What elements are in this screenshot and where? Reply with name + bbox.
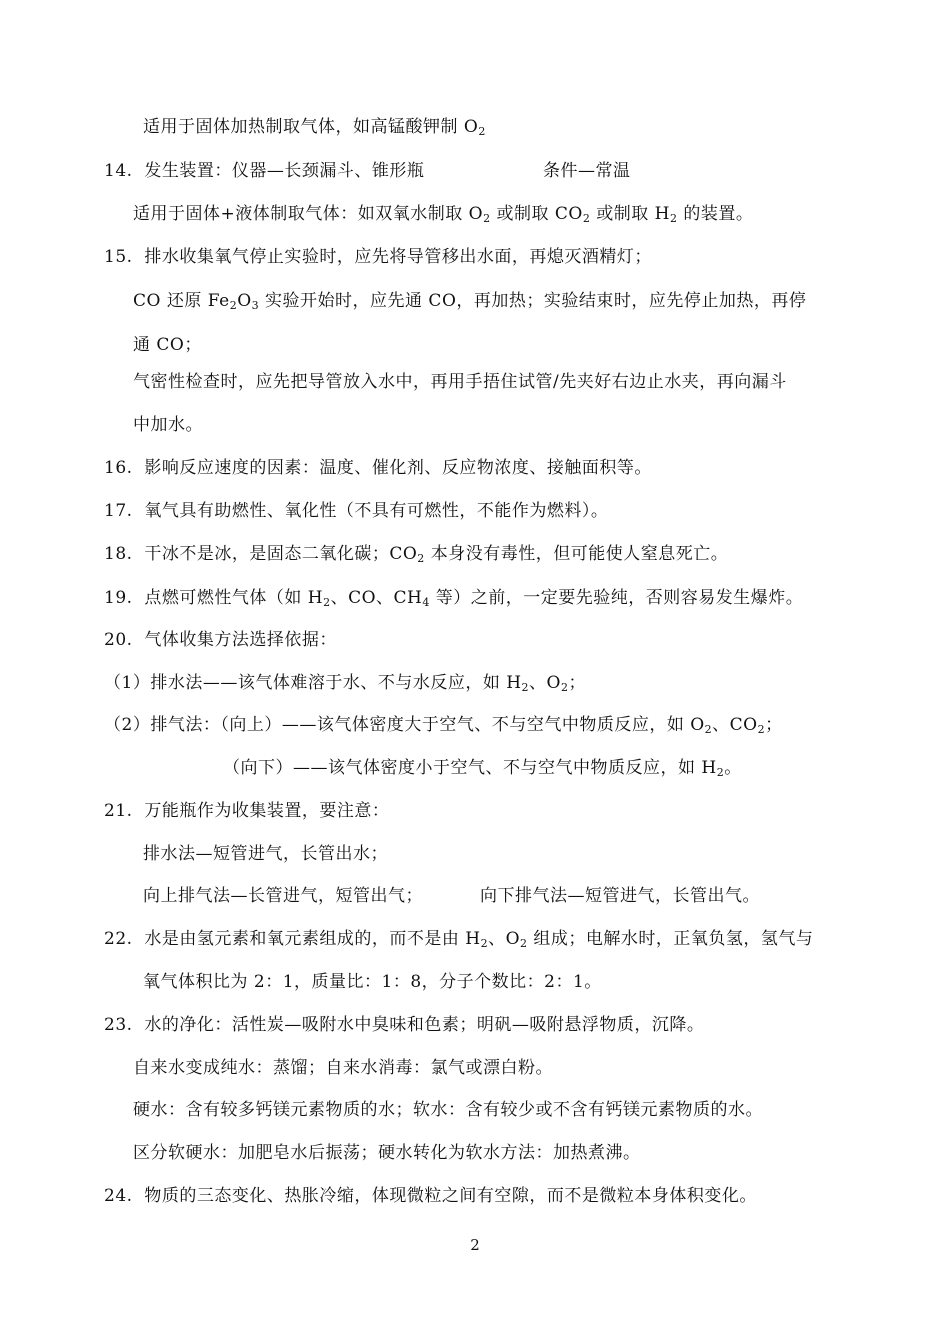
text-line: 14. 发生装置：仪器—长颈漏斗、锥形瓶 <box>104 161 425 181</box>
text-line: 中加水。 <box>133 415 203 435</box>
text-line: 向下排气法—短管进气，长管出气。 <box>480 886 760 906</box>
text-line: 向上排气法—长管进气，短管出气； <box>143 886 423 906</box>
text-line: 19. 点燃可燃性气体（如 $H_2$、CO、$CH_4$ 等）之前，一定要先验纯，否则容易发生爆炸。 <box>104 588 804 609</box>
text-line: 自来水变成纯水：蒸馏；自来水消毒：氯气或漂白粉。 <box>133 1058 553 1078</box>
text-line: 23. 水的净化：活性炭—吸附水中臭味和色素；明矾—吸附悬浮物质，沉降。 <box>104 1015 705 1035</box>
text-line: （向下）——该气体密度小于空气、不与空气中物质反应，如 $H_2$。 <box>223 758 742 779</box>
text-line: 适用于固体加热制取气体，如高锰酸钾制 $O_2$ <box>143 117 486 138</box>
text-line: 18. 干冰不是冰，是固态二氧化碳；$CO_2$ 本身没有毒性，但可能使人窒息死亡。 <box>104 544 729 565</box>
text-line: （2）排气法：（向上）——该气体密度大于空气、不与空气中物质反应，如 $O_2$、$CO_2$； <box>104 715 783 736</box>
text-line: 通 CO； <box>133 335 202 355</box>
text-line: 21. 万能瓶作为收集装置，要注意： <box>104 801 390 821</box>
text-line: 气密性检查时，应先把导管放入水中，再用手捂住试管/先夹好右边止水夹，再向漏斗 <box>133 372 787 392</box>
text-line: 区分软硬水：加肥皂水后振荡；硬水转化为软水方法：加热煮沸。 <box>133 1143 641 1163</box>
page-number: 2 <box>470 1236 480 1254</box>
text-line: CO 还原 $Fe_2O_3$ 实验开始时，应先通 CO，再加热；实验结束时，应先停止加热，再停 <box>133 291 807 312</box>
text-line: 15. 排水收集氧气停止实验时，应先将导管移出水面，再熄灭酒精灯； <box>104 247 652 267</box>
text-line: 适用于固体+液体制取气体：如双氧水制取 $O_2$ 或制取 $CO_2$ 或制取 $H_2$ 的装置。 <box>133 204 754 225</box>
text-line: 22. 水是由氢元素和氧元素组成的，而不是由 $H_2$、$O_2$ 组成；电解水时，正氧负氢，氢气与 <box>104 929 814 950</box>
text-line: 20. 气体收集方法选择依据： <box>104 630 337 650</box>
text-line: （1）排水法——该气体难溶于水、不与水反应，如 $H_2$、$O_2$； <box>104 673 586 694</box>
text-line: 硬水：含有较多钙镁元素物质的水；软水：含有较少或不含有钙镁元素物质的水。 <box>133 1100 763 1120</box>
text-line: 17. 氧气具有助燃性、氧化性（不具有可燃性，不能作为燃料）。 <box>104 501 609 521</box>
text-line: 氧气体积比为 2：1，质量比：1：8，分子个数比：2：1。 <box>143 972 602 992</box>
text-line: 24. 物质的三态变化、热胀冷缩，体现微粒之间有空隙，而不是微粒本身体积变化。 <box>104 1186 757 1206</box>
text-line: 条件—常温 <box>543 161 631 181</box>
text-line: 16. 影响反应速度的因素：温度、催化剂、反应物浓度、接触面积等。 <box>104 458 652 478</box>
text-line: 排水法—短管进气，长管出水； <box>143 844 388 864</box>
